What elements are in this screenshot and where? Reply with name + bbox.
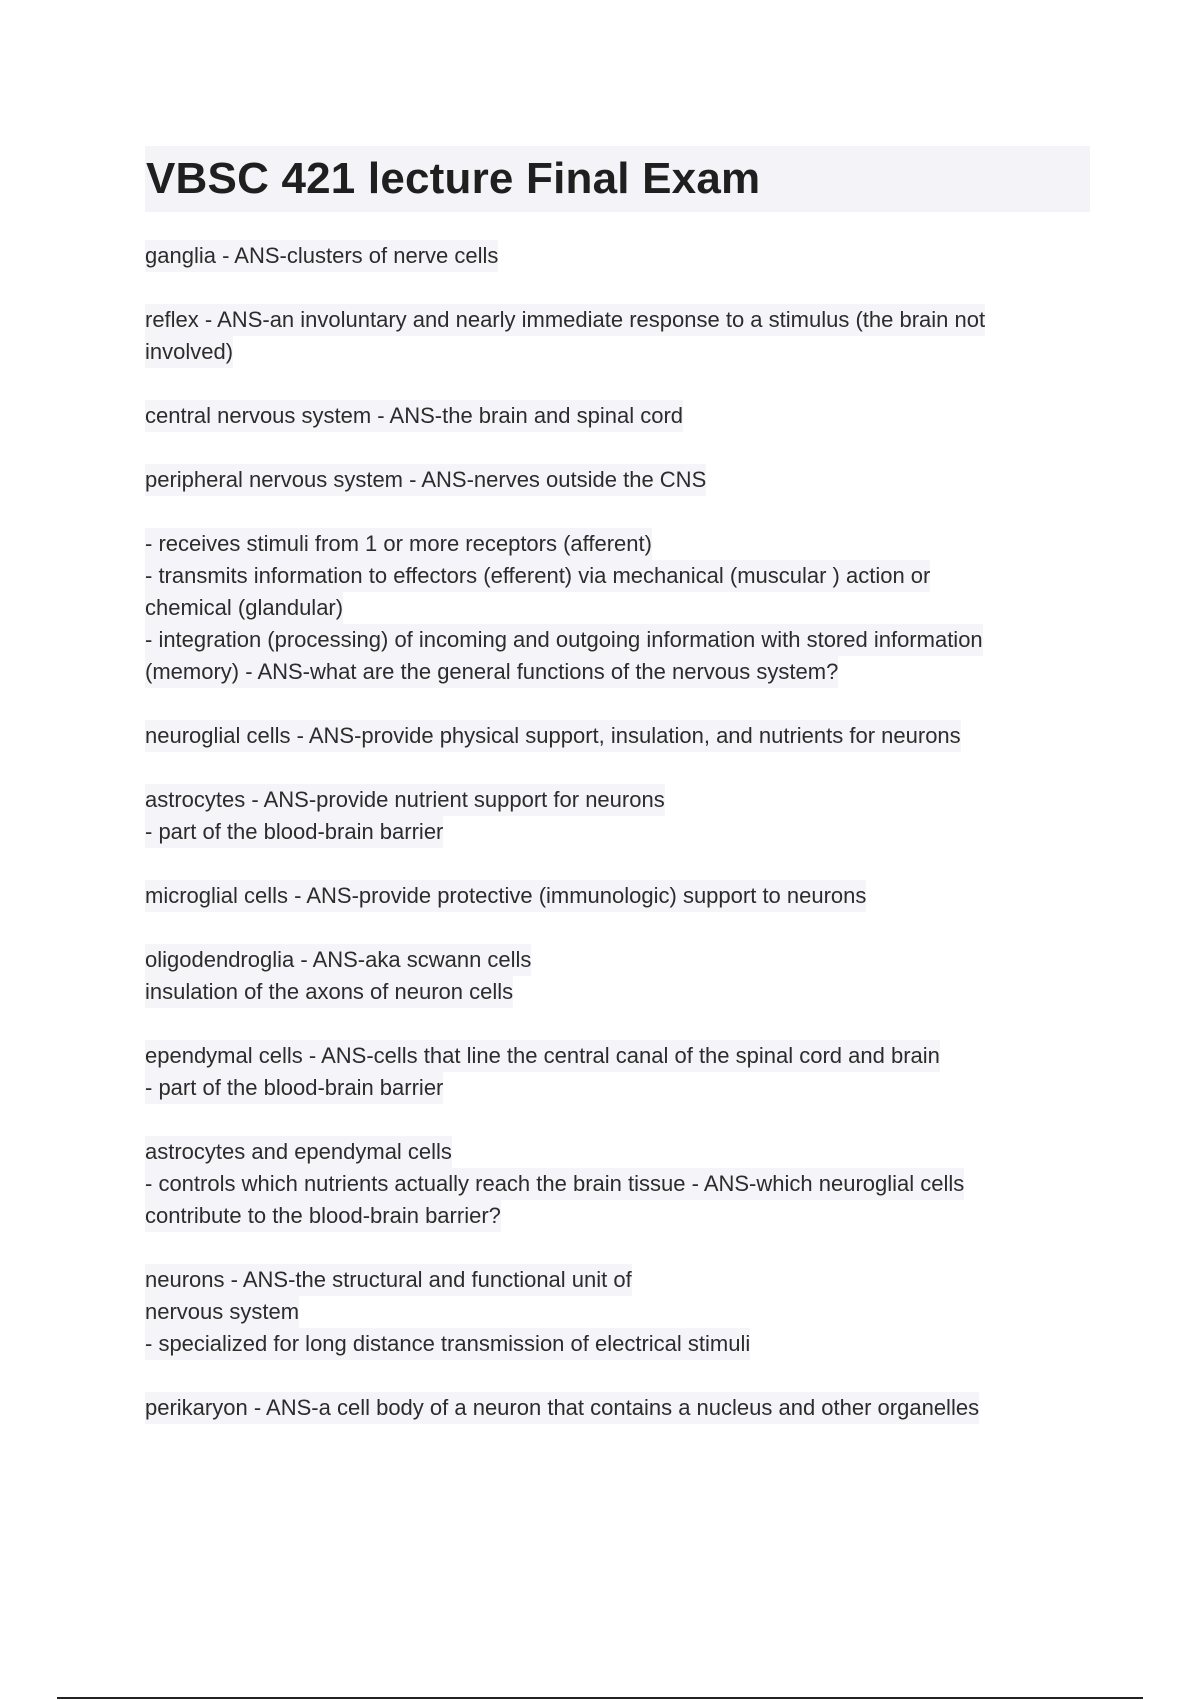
flashcard-nervous-system-functions	[145, 528, 1090, 688]
card-line: oligodendroglia - ANS-aka scwann cells	[145, 944, 531, 976]
card-line: - transmits information to effectors (efferent) via mechanical (muscular ) action or	[145, 560, 930, 592]
flashcard-pns	[145, 464, 1090, 496]
card-line: nervous system	[145, 1296, 299, 1328]
card-line: central nervous system - ANS-the brain and spinal cord	[145, 400, 683, 432]
page-bottom-divider	[57, 1697, 1143, 1699]
flashcard-microglial-cells	[145, 880, 1090, 912]
card-line: - specialized for long distance transmission of electrical stimuli	[145, 1328, 750, 1360]
flashcard-oligodendroglia	[145, 944, 1090, 1008]
card-line: - controls which nutrients actually reach the brain tissue - ANS-which neuroglial cells	[145, 1168, 964, 1200]
card-line: - receives stimuli from 1 or more receptors (afferent)	[145, 528, 652, 560]
title-banner	[145, 146, 1090, 212]
flashcard-ganglia	[145, 240, 1090, 272]
card-line: - integration (processing) of incoming and outgoing information with stored information	[145, 624, 983, 656]
card-line: peripheral nervous system - ANS-nerves outside the CNS	[145, 464, 706, 496]
flashcard-blood-brain-barrier	[145, 1136, 1090, 1232]
page-title: VBSC 421 lecture Final Exam	[146, 154, 761, 203]
card-line: insulation of the axons of neuron cells	[145, 976, 513, 1008]
card-line: astrocytes and ependymal cells	[145, 1136, 452, 1168]
flashcard-perikaryon	[145, 1392, 1090, 1424]
flashcard-ependymal-cells	[145, 1040, 1090, 1104]
card-line: ganglia - ANS-clusters of nerve cells	[145, 240, 498, 272]
card-line: (memory) - ANS-what are the general functions of the nervous system?	[145, 656, 838, 688]
card-line: astrocytes - ANS-provide nutrient support for neurons	[145, 784, 665, 816]
card-line: neurons - ANS-the structural and functional unit of	[145, 1264, 632, 1296]
flashcard-astrocytes	[145, 784, 1090, 848]
flashcard-neuroglial-cells	[145, 720, 1090, 752]
card-line: reflex - ANS-an involuntary and nearly immediate response to a stimulus (the brain not	[145, 304, 985, 336]
flashcard-list	[145, 240, 1090, 1456]
card-line: - part of the blood-brain barrier	[145, 1072, 443, 1104]
card-line: contribute to the blood-brain barrier?	[145, 1200, 501, 1232]
card-line: chemical (glandular)	[145, 592, 343, 624]
card-line: - part of the blood-brain barrier	[145, 816, 443, 848]
card-line: ependymal cells - ANS-cells that line the central canal of the spinal cord and brain	[145, 1040, 940, 1072]
card-line: neuroglial cells - ANS-provide physical support, insulation, and nutrients for neurons	[145, 720, 961, 752]
flashcard-cns	[145, 400, 1090, 432]
card-line: microglial cells - ANS-provide protective (immunologic) support to neurons	[145, 880, 866, 912]
card-line: involved)	[145, 336, 233, 368]
card-line: perikaryon - ANS-a cell body of a neuron that contains a nucleus and other organelles	[145, 1392, 979, 1424]
flashcard-reflex	[145, 304, 1090, 368]
flashcard-neurons	[145, 1264, 1090, 1360]
